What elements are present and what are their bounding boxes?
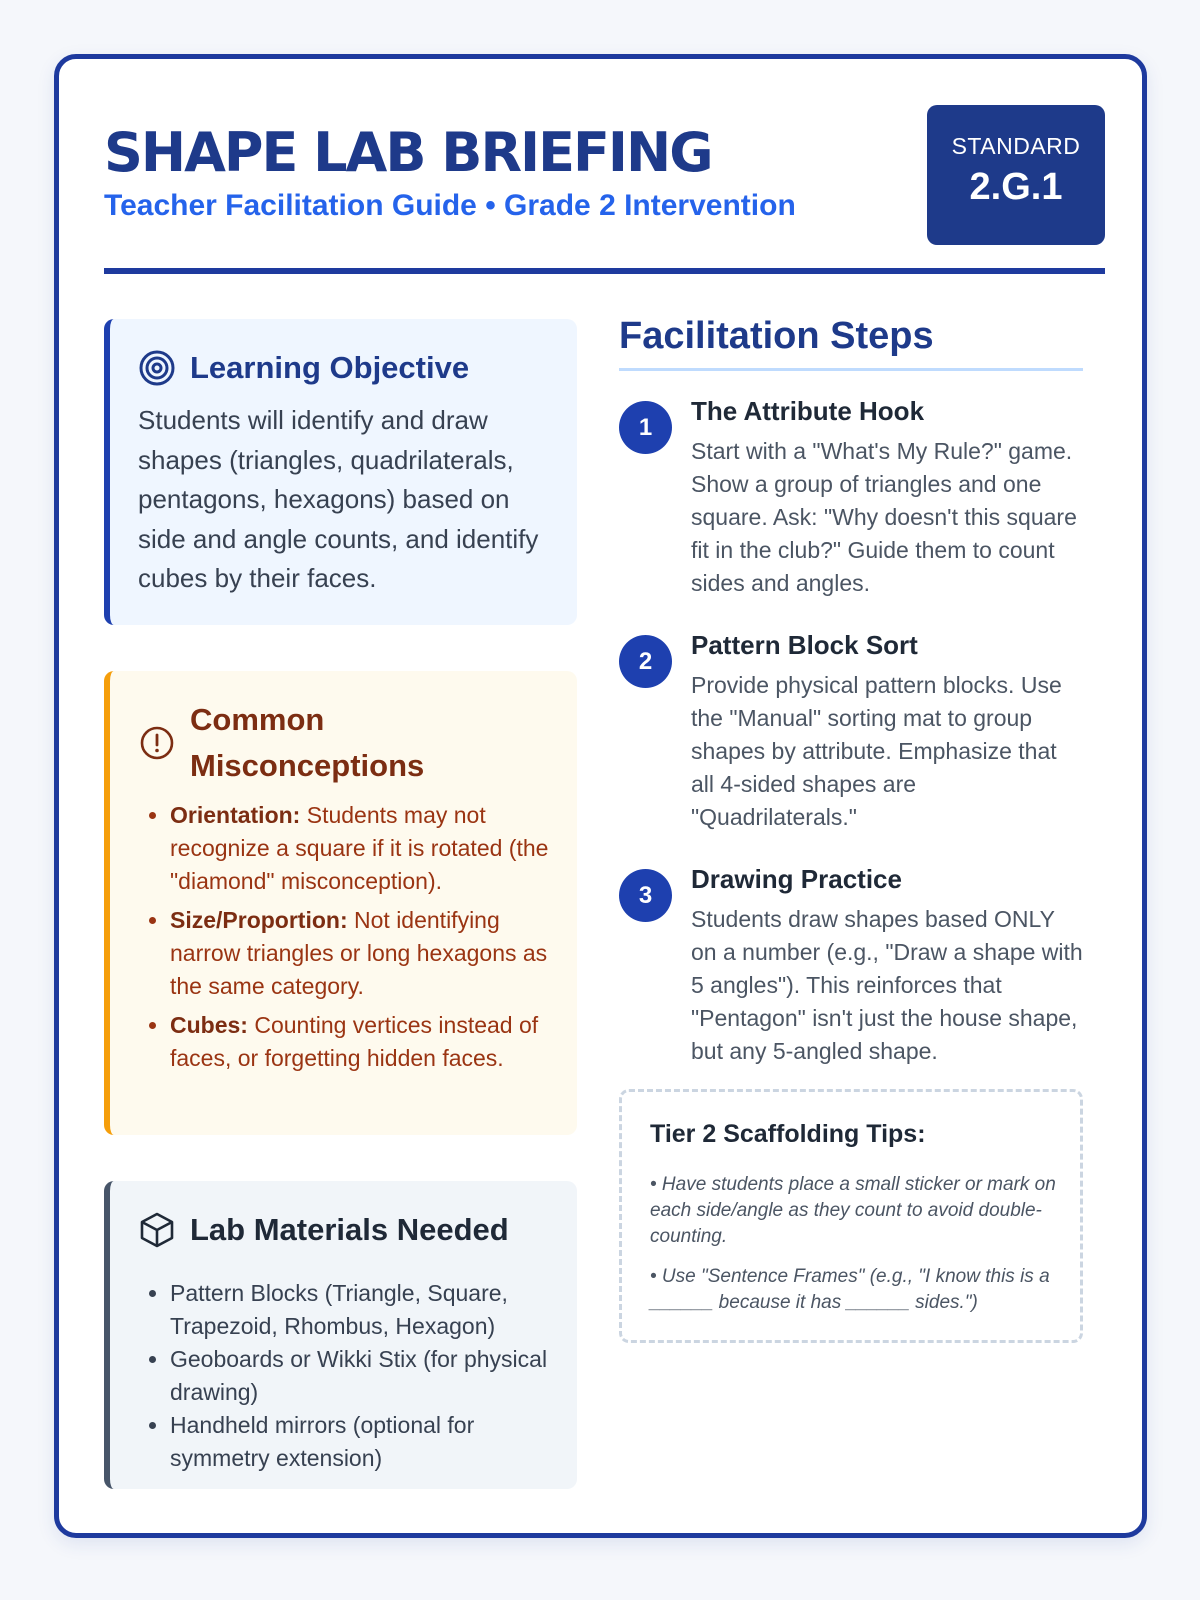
list-item: • Pattern Blocks (Triangle, Square, Trapezoid, Rhombus, Hexagon) bbox=[170, 1277, 560, 1343]
standard-badge-value: 2.G.1 bbox=[969, 166, 1063, 208]
scaffolding-tip: • Have students place a small sticker or mark on each side/angle as they count to avoid double-counting. bbox=[650, 1174, 1056, 1247]
step-title: The Attribute Hook bbox=[691, 396, 925, 426]
materials-list bbox=[170, 1277, 560, 1475]
scaffolding-tips-box bbox=[619, 1089, 1083, 1343]
scaffolding-tip: • Use "Sentence Frames" (e.g., "I know this is a ______ because it has ______ sides.") bbox=[650, 1266, 1050, 1313]
step-title: Drawing Practice bbox=[691, 864, 902, 894]
learning-objective-title: Learning Objective bbox=[190, 350, 470, 385]
page-title: SHAPE LAB BRIEFING bbox=[104, 121, 712, 184]
list-item bbox=[170, 904, 560, 1003]
facilitation-steps-divider bbox=[619, 368, 1083, 371]
misconceptions-list bbox=[170, 799, 560, 1081]
scaffolding-tips-title: Tier 2 Scaffolding Tips: bbox=[650, 1120, 926, 1148]
misconceptions-header bbox=[138, 697, 490, 789]
step-text: Students draw shapes based ONLY on a number (e.g., "Draw a shape with 5 angles"). This reinforces that "Pentagon" isn't just the house shape, but any 5-angled shape. bbox=[691, 906, 1083, 1064]
list-item bbox=[170, 1009, 560, 1075]
target-icon bbox=[138, 349, 176, 387]
facilitation-steps-title: Facilitation Steps bbox=[619, 315, 934, 357]
misconception-text: Counting vertices instead of faces, or forgetting hidden faces. bbox=[170, 1012, 539, 1071]
materials-header bbox=[138, 1207, 509, 1253]
step-title: Pattern Block Sort bbox=[691, 630, 918, 660]
learning-objective-panel bbox=[104, 319, 577, 625]
step-text: Provide physical pattern blocks. Use the "Manual" sorting mat to group shapes by attribute. Emphasize that all 4-sided shapes are "Quadrilaterals." bbox=[691, 672, 1062, 830]
standard-badge-label: STANDARD bbox=[951, 133, 1081, 159]
header-divider bbox=[104, 268, 1105, 274]
list-item bbox=[170, 799, 560, 898]
step-number: 3 bbox=[619, 869, 672, 922]
learning-objective-header bbox=[138, 345, 469, 391]
step-number: 2 bbox=[619, 635, 672, 688]
list-item: • Geoboards or Wikki Stix (for physical drawing) bbox=[170, 1343, 560, 1409]
standard-badge bbox=[927, 105, 1105, 245]
page-subtitle: Teacher Facilitation Guide • Grade 2 Intervention bbox=[104, 189, 796, 222]
materials-panel bbox=[104, 1181, 577, 1489]
misconception-term: Size/Proportion: bbox=[170, 907, 348, 933]
step-text: Start with a "What's My Rule?" game. Show a group of triangles and one square. Ask: "Why doesn't this square fit in the club?" Guide them to count sides and angles. bbox=[691, 438, 1077, 596]
misconception-term: Orientation: bbox=[170, 802, 301, 828]
step-number: 1 bbox=[619, 401, 672, 454]
list-item: • Handheld mirrors (optional for symmetry extension) bbox=[170, 1409, 560, 1475]
learning-objective-text: Students will identify and draw shapes (triangles, quadrilaterals, pentagons, hexagons) based on side and angle counts, and identify cubes by their faces. bbox=[138, 405, 539, 593]
misconception-term: Cubes: bbox=[170, 1012, 248, 1038]
briefing-card bbox=[54, 54, 1147, 1538]
misconceptions-title: Common Misconceptions bbox=[190, 702, 425, 783]
materials-title: Lab Materials Needed bbox=[190, 1212, 509, 1247]
misconception-text: Students may not recognize a square if it is rotated (the "diamond" misconception). bbox=[170, 802, 549, 894]
misconception-text: Not identifying narrow triangles or long hexagons as the same category. bbox=[170, 907, 548, 999]
alert-circle-icon bbox=[138, 724, 176, 762]
cube-icon bbox=[138, 1211, 176, 1249]
misconceptions-panel bbox=[104, 671, 577, 1135]
